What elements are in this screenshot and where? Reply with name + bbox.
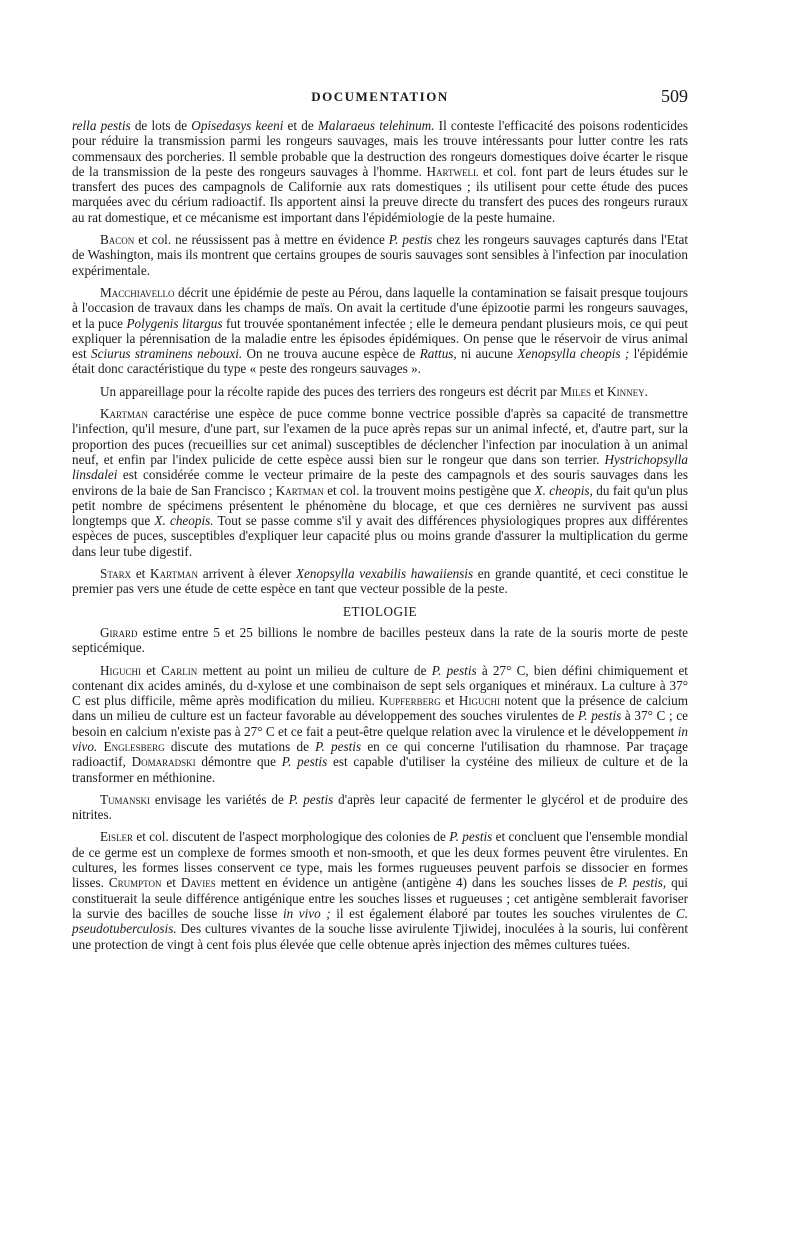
paragraph: Macchiavello décrit une épidémie de peste au Pérou, dans laquelle la contamination se faisait presque toujours à l'occasion de travaux dans les champs de maïs. On avait la certitude d'une épizootie parmi les rongeurs sauvages, et la puce Polygenis litargus fut trouvée spontanément infectée ; elle le demeura pendant plusieurs mois, ce qui peut expliquer la pérennisation de la maladie entre les épisodes épidémiques. On pense que le réservoir de virus animal est Sciurus straminens nebouxi. On ne trouva aucune espèce de Rattus, ni aucune Xenopsylla cheopis ; l'épidémie était donc caractéristique du type « peste des rongeurs sauvages ».	[72, 284, 688, 377]
paragraph: Kartman caractérise une espèce de puce comme bonne vectrice possible d'après sa capacité de transmettre l'infection, qu'il mesure, d'une part, sur l'examen de la puce après repas sur un animal infecté, et, d'autre part, sur la proportion des puces (recueillies sur cet animal) susceptibles de déclencher l'infection par inoculation à un animal neuf, et enfin par l'index pulicide de cette espèce aussi bien sur le rongeur que dans son terrier. Hystrichopsylla linsdalei est considérée comme le vecteur primaire de la peste des campagnols et des souris sauvages dans les environs de la baie de San Francisco ; Kartman et col. la trouvent moins pestigène que X. cheopis, du fait qu'un plus petit nombre de spécimens présentent le phénomène du blocage, et que ces dernières ne survivent pas aussi longtemps que X. cheopis. Tout se passe comme s'il y avait des différences physiologiques propres aux différentes espèces de puces, susceptibles d'expliquer leur capacité plus ou moins grande d'assurer la multiplication du germe dans leur tube digestif.	[72, 406, 688, 559]
paragraph: Eisler et col. discutent de l'aspect morphologique des colonies de P. pestis et concluent que l'ensemble mondial de ce germe est un complexe de formes smooth et non-smooth, et que les deux formes peuvent être virulentes. En cultures, les formes lisses conservent ce type, mais les formes rugueuses peuvent parfois se dissocier en formes lisses. Crumpton et Davies mettent en évidence un antigène (antigène 4) dans les souches lisses de P. pestis, qui constituerait la seule différence antigénique entre les souches lisses et rugueuses ; cet antigène semblerait favoriser la survie des bacilles de souche lisse in vivo ; il est également élaboré par toutes les souches virulentes de C. pseudotuberculosis. Des cultures vivantes de la souche lisse avirulente Tjiwidej, inoculées à la souris, lui confèrent une protection de vingt à cent fois plus élevée que celle obtenue après injection des mêmes cultures tuées.	[72, 829, 688, 952]
page-header	[72, 86, 688, 108]
paragraph: Starx et Kartman arrivent à élever Xenopsylla vexabilis hawaiiensis en grande quantité, et ceci constitue le premier pas vers une étude de cette espèce en tant que vecteur possible de la peste.	[72, 566, 688, 597]
paragraph: rella pestis de lots de Opisedasys keeni et de Malaraeus telehinum. Il conteste l'efficacité des poisons rodenticides pour réduire la transmission parmi les rongeurs sauvages, mais les trouve intéressants pour lutter contre les rats commensaux des porcheries. Il semble probable que la destruction des rongeurs domestiques doive écarter le risque de la transmission de la peste des rongeurs sauvages à l'homme. Hartwell et col. font part de leurs études sur le transfert des puces des campagnols de Californie aux rats domestiques ; ils utilisent pour cette étude des puces marquées avec du cérium radioactif. Ils apportent ainsi la preuve directe du transfert des puces des rongeurs ruraux au rat domestique, et ce mécanisme est important dans l'épidémiologie de la peste humaine.	[72, 118, 688, 225]
paragraph: Un appareillage pour la récolte rapide des puces des terriers des rongeurs est décrit par Miles et Kinney.	[100, 383, 648, 399]
section-heading: ETIOLOGIE	[342, 603, 418, 619]
paragraph: Higuchi et Carlin mettent au point un milieu de culture de P. pestis à 27° C, bien défini chimiquement et contenant dix acides aminés, du d-xylose et une combinaison de sept sels organiques et minéraux. La culture à 37° C est plus difficile, même après modification du milieu. Kupferberg et Higuchi notent que la présence de calcium dans un milieu de culture est un facteur favorable au développement des souches virulentes de P. pestis à 37° C ; ce besoin en calcium n'existe pas à 27° C et ce fait a peut-être quelque relation avec la virulence et le développement in vivo. Englesberg discute des mutations de P. pestis en ce qui concerne l'utilisation du rhamnose. Par traçage radioactif, Domaradski démontre que P. pestis est capable d'utiliser la cystéine des milieux de culture et de la transformer en méthionine.	[72, 662, 688, 785]
running-title: DOCUMENTATION	[311, 89, 449, 104]
paragraph: Tumanski envisage les variétés de P. pestis d'après leur capacité de fermenter le glycérol et de produire des nitrites.	[72, 791, 688, 823]
body-text	[72, 118, 688, 959]
paragraph: Girard estime entre 5 et 25 billions le nombre de bacilles pesteux dans la rate de la souris morte de peste septicémique.	[72, 624, 688, 656]
paragraph: Bacon et col. ne réussissent pas à mettre en évidence P. pestis chez les rongeurs sauvages capturés dans l'Etat de Washington, mais ils montrent que certains groupes de souris sauvages sont sensibles à l'infection par inoculation expérimentale.	[72, 232, 688, 278]
page-number: 509	[661, 86, 688, 106]
